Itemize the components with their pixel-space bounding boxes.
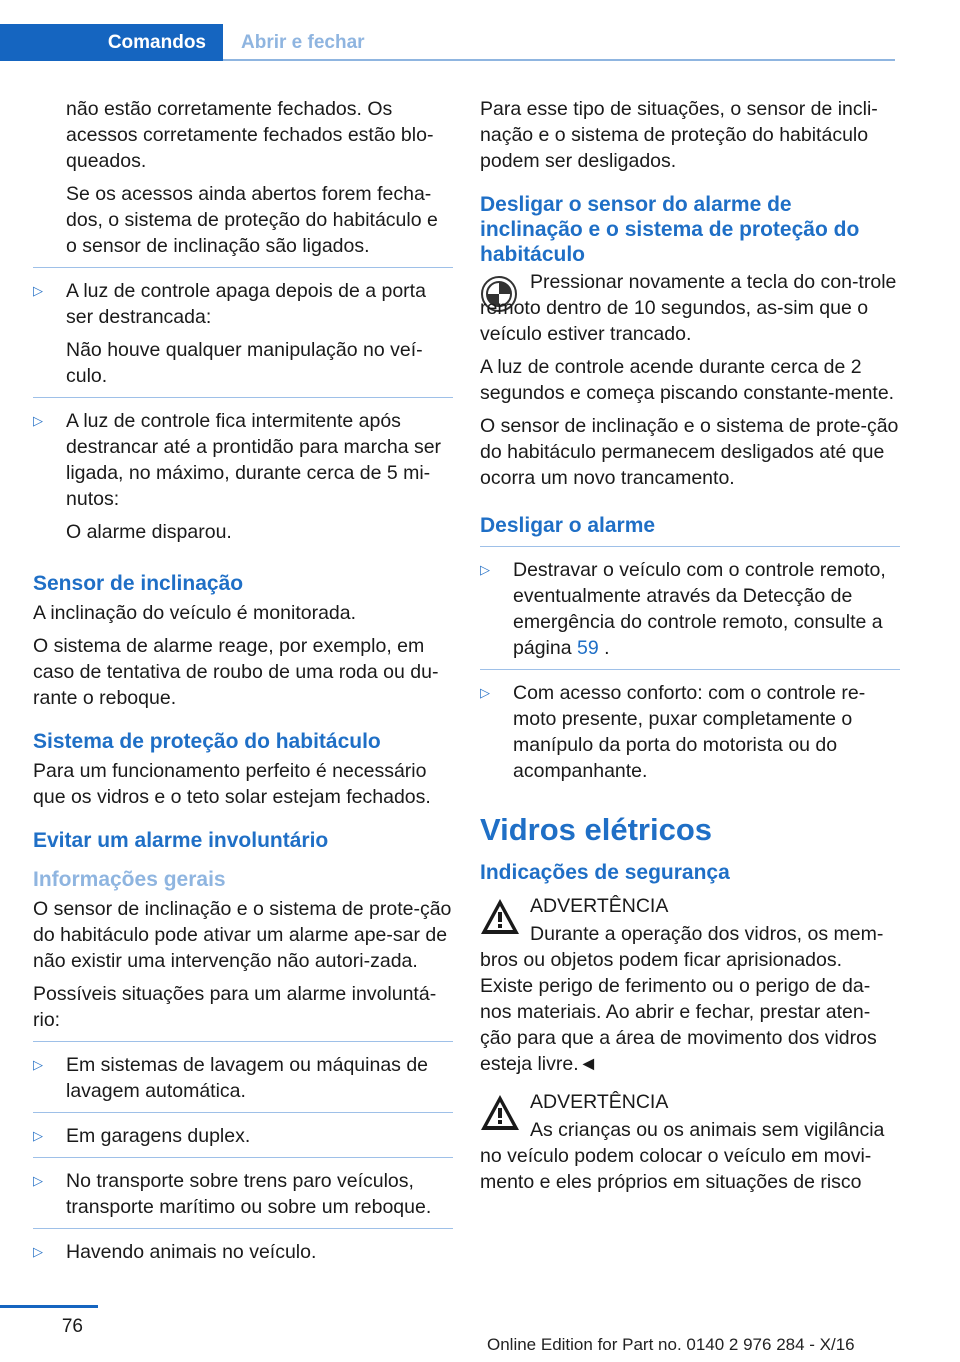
- divider: [480, 546, 900, 547]
- section-heading-sensor: Sensor de inclinação: [33, 572, 244, 595]
- warning-block: [480, 1089, 900, 1195]
- warning-text: As crianças ou os animais sem vigilância no veículo podem colocar o veículo em movi-mento e eles próprios em situações de risco: [480, 1119, 885, 1193]
- left-column: [33, 96, 453, 1272]
- section-heading-seguranca: Indicações de segurança: [480, 861, 730, 884]
- list-item-subtext: Não houve qualquer manipulação no veí-culo.: [66, 339, 423, 387]
- section-heading-desligar-alarme: Desligar o alarme: [480, 514, 656, 537]
- tab-comandos[interactable]: Comandos: [0, 24, 223, 61]
- list-item: [33, 408, 453, 545]
- section-heading-desligar-sensor: Desligar o sensor do alarme de inclinação e o sistema de proteção do habitáculo: [480, 193, 860, 266]
- edition-footer: Online Edition for Part no. 0140 2 976 284 - X/16: [487, 1335, 855, 1354]
- paragraph: O sistema de alarme reage, por exemplo, em caso de tentativa de roubo de uma roda ou du-rante o reboque.: [33, 635, 439, 709]
- warning-block: [480, 893, 900, 1077]
- paragraph: Possíveis situações para um alarme involuntá-rio:: [33, 983, 437, 1031]
- list-item: ▷ Em garagens duplex.: [33, 1123, 453, 1149]
- divider: [33, 1041, 453, 1042]
- list-item: ▷ Com acesso conforto: com o controle re-moto presente, puxar completamente o manípulo da porta do motorista ou do acompanhante.: [480, 680, 900, 784]
- paragraph: Pressionar novamente a tecla do con-trole remoto dentro de 10 segundos, as-sim que o veículo estiver trancado.: [480, 271, 897, 345]
- tab-abrir-e-fechar[interactable]: Abrir e fechar: [241, 31, 365, 53]
- list-item: [33, 278, 453, 389]
- page-number: 76: [61, 1316, 83, 1337]
- divider: [33, 1112, 453, 1113]
- list-item-text: ▷ A luz de controle fica intermitente após destrancar até a prontidão para marcha ser ligada, no máximo, durante cerca de 5 mi-nutos:: [66, 410, 442, 510]
- list-item-subtext: O alarme disparou.: [66, 521, 232, 543]
- paragraph: O sensor de inclinação e o sistema de prote-ção do habitáculo permanecem desligados até que ocorra um novo trancamento.: [480, 415, 899, 489]
- list-item: ▷ No transporte sobre trens paro veículos, transporte marítimo ou sobre um reboque.: [33, 1168, 453, 1220]
- chapter-heading-vidros: Vidros elétricos: [480, 812, 713, 847]
- list-item: ▷ Em sistemas de lavagem ou máquinas de lavagem automática.: [33, 1052, 453, 1104]
- paragraph: O sensor de inclinação e o sistema de prote-ção do habitáculo pode ativar um alarme ape-sar de não existir uma intervenção não autori-zada.: [33, 898, 452, 972]
- divider: [33, 397, 453, 398]
- section-heading-evitar-alarme: Evitar um alarme involuntário: [33, 829, 329, 852]
- list-item: [480, 557, 900, 661]
- warning-title: ADVERTÊNCIA: [530, 1091, 669, 1113]
- warning-text: Durante a operação dos vidros, os mem-bros ou objetos podem ficar aprisionados. Existe perigo de ferimento ou o perigo de da-nos materiais. Ao abrir e fechar, prestar aten-ção para que a área de movimento dos vidros esteja livre.◄: [480, 923, 884, 1075]
- paragraph: A luz de controle acende durante cerca de 2 segundos e começa piscando constante-mente.: [480, 356, 895, 404]
- divider: [33, 267, 453, 268]
- page-link-59[interactable]: 59: [576, 637, 599, 659]
- list-item: ▷ Havendo animais no veículo.: [33, 1239, 453, 1265]
- right-column: [480, 96, 900, 1202]
- page-header: [0, 0, 960, 66]
- paragraph: Se os acessos ainda abertos forem fecha-dos, o sistema de proteção do habitáculo e o sensor de inclinação são ligados.: [66, 183, 438, 257]
- divider: [33, 1157, 453, 1158]
- warning-title: ADVERTÊNCIA: [530, 895, 669, 917]
- header-rule: [223, 59, 895, 61]
- paragraph: Para um funcionamento perfeito é necessário que os vidros e o teto solar estejam fechados.: [33, 760, 431, 808]
- paragraph: A inclinação do veículo é monitorada.: [33, 602, 357, 624]
- warning-triangle-icon: [480, 1093, 520, 1133]
- list-item-text-end: .: [598, 637, 610, 659]
- paragraph: Para esse tipo de situações, o sensor de incli-nação e o sistema de proteção do habitáculo podem ser desligados.: [480, 98, 878, 172]
- section-heading-protecao: Sistema de proteção do habitáculo: [33, 730, 381, 753]
- subsection-heading-informacoes: Informações gerais: [33, 868, 226, 891]
- divider: [33, 1228, 453, 1229]
- divider: [480, 669, 900, 670]
- paragraph: não estão corretamente fechados. Os acessos corretamente fechados estão blo-queados.: [66, 98, 434, 172]
- list-item-text: Destravar o veículo com o controle remoto, eventualmente através da Detecção de emergência do controle remoto, consulte a página: [513, 559, 886, 659]
- warning-triangle-icon: [480, 897, 520, 937]
- footer-rule: [0, 1305, 98, 1308]
- list-item-text: ▷ A luz de controle apaga depois de a porta ser destrancada:: [66, 280, 426, 328]
